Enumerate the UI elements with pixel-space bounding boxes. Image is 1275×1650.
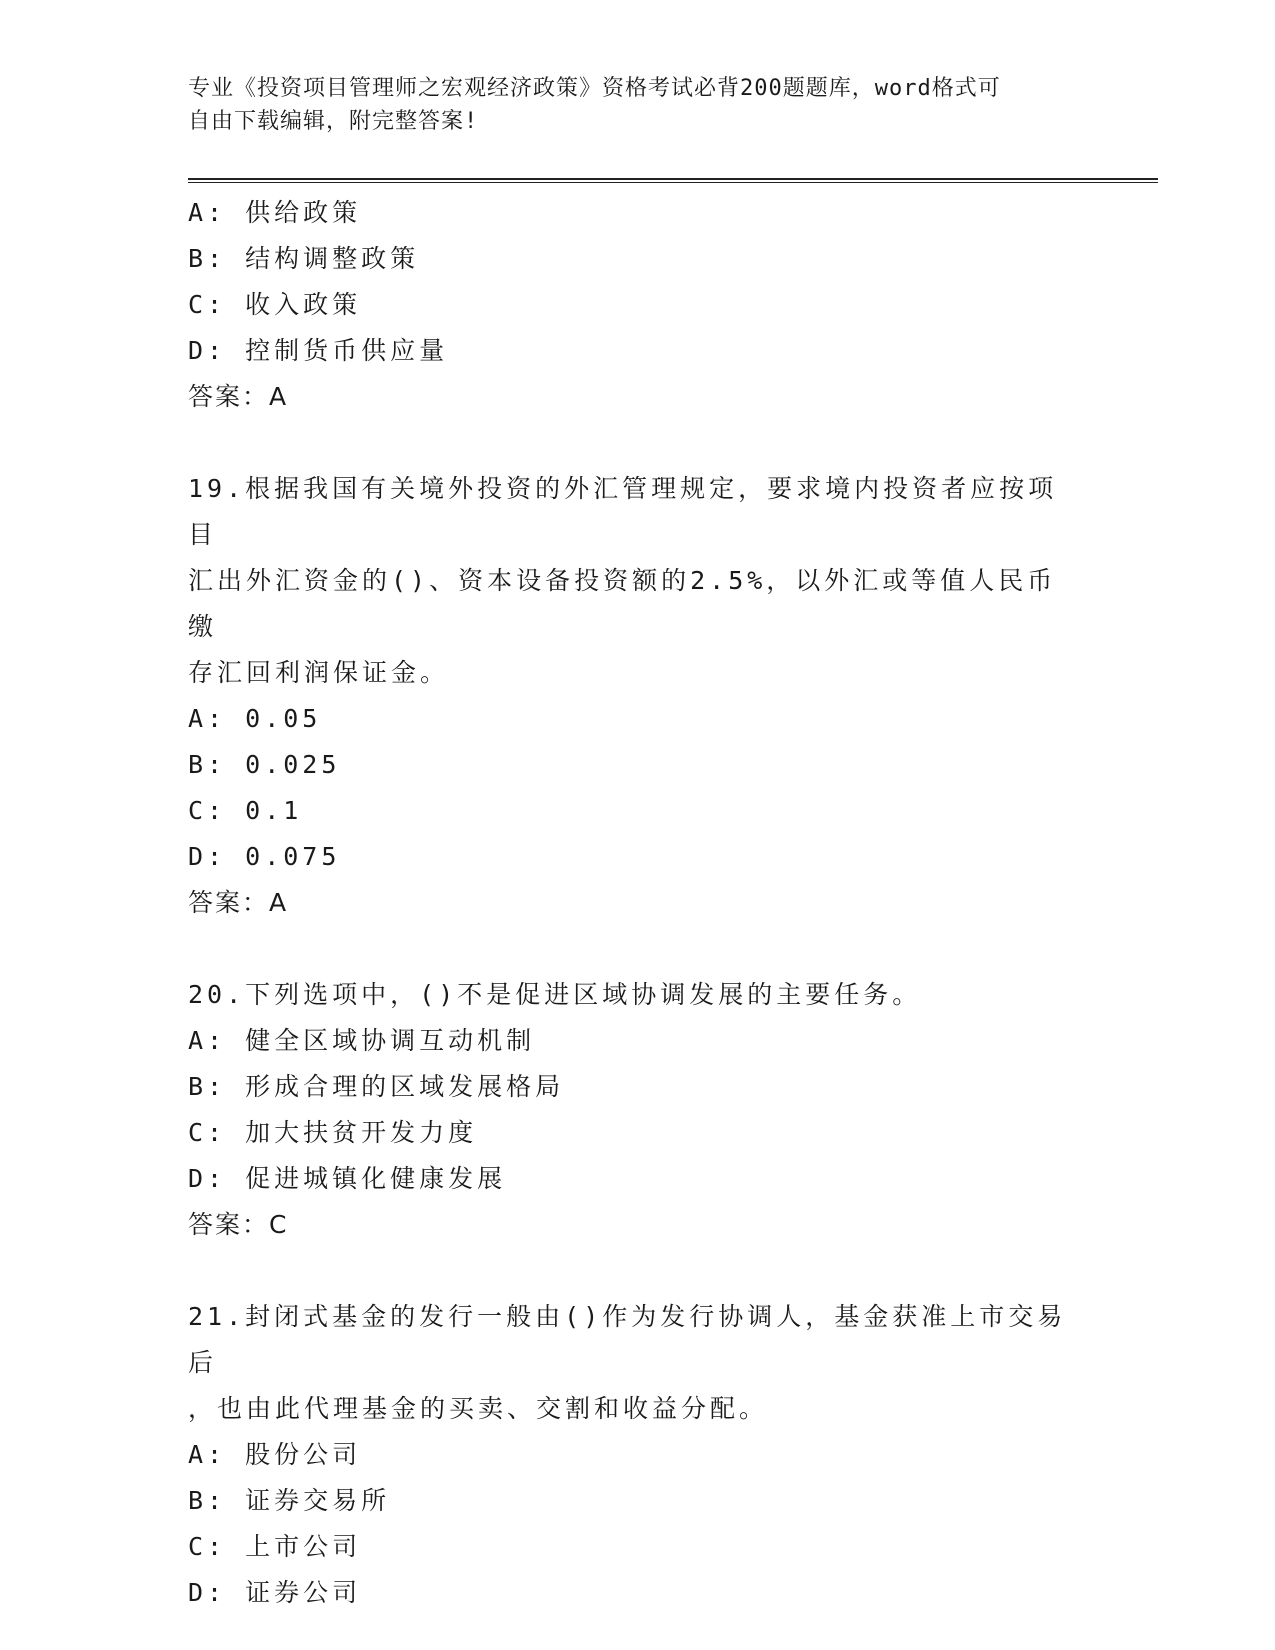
header-line-2: 自由下载编辑，附完整答案! — [188, 109, 479, 134]
question-21 — [188, 1294, 1158, 1616]
option-c: C: 上市公司 — [188, 1532, 362, 1561]
document-header — [188, 72, 1068, 138]
option-b: B: 结构调整政策 — [188, 244, 420, 273]
question-text-line: 汇出外汇资金的()、资本设备投资额的2.5%，以外汇或等值人民币缴 — [188, 566, 1057, 641]
option-b: B: 形成合理的区域发展格局 — [188, 1072, 565, 1101]
question-list — [188, 190, 1158, 1616]
option-c: C: 0.1 — [188, 796, 303, 825]
question-19 — [188, 466, 1158, 926]
option-a: A: 供给政策 — [188, 198, 362, 227]
option-a: A: 0.05 — [188, 704, 322, 733]
option-b: B: 0.025 — [188, 750, 341, 779]
option-c: C: 收入政策 — [188, 290, 362, 319]
header-line-1: 专业《投资项目管理师之宏观经济政策》资格考试必背200题题库，word格式可 — [188, 76, 1001, 101]
option-a: A: 股份公司 — [188, 1440, 362, 1469]
question-18 — [188, 190, 1158, 420]
answer: 答案：A — [188, 382, 289, 411]
answer: 答案：C — [188, 1210, 289, 1239]
option-a: A: 健全区域协调互动机制 — [188, 1026, 536, 1055]
header-divider — [188, 178, 1158, 183]
option-b: B: 证券交易所 — [188, 1486, 391, 1515]
question-text-line: 21.封闭式基金的发行一般由()作为发行协调人，基金获准上市交易后 — [188, 1302, 1067, 1377]
option-d: D: 控制货币供应量 — [188, 336, 449, 365]
question-text-line: 19.根据我国有关境外投资的外汇管理规定，要求境内投资者应按项目 — [188, 474, 1058, 549]
answer: 答案：A — [188, 888, 289, 917]
option-d: D: 促进城镇化健康发展 — [188, 1164, 507, 1193]
option-d: D: 证券公司 — [188, 1578, 362, 1607]
question-text-line: ，也由此代理基金的买卖、交割和收益分配。 — [188, 1394, 769, 1423]
question-20 — [188, 972, 1158, 1248]
option-c: C: 加大扶贫开发力度 — [188, 1118, 478, 1147]
question-text-line: 存汇回利润保证金。 — [188, 658, 450, 687]
question-text-line: 20.下列选项中，()不是促进区域协调发展的主要任务。 — [188, 980, 922, 1009]
option-d: D: 0.075 — [188, 842, 341, 871]
